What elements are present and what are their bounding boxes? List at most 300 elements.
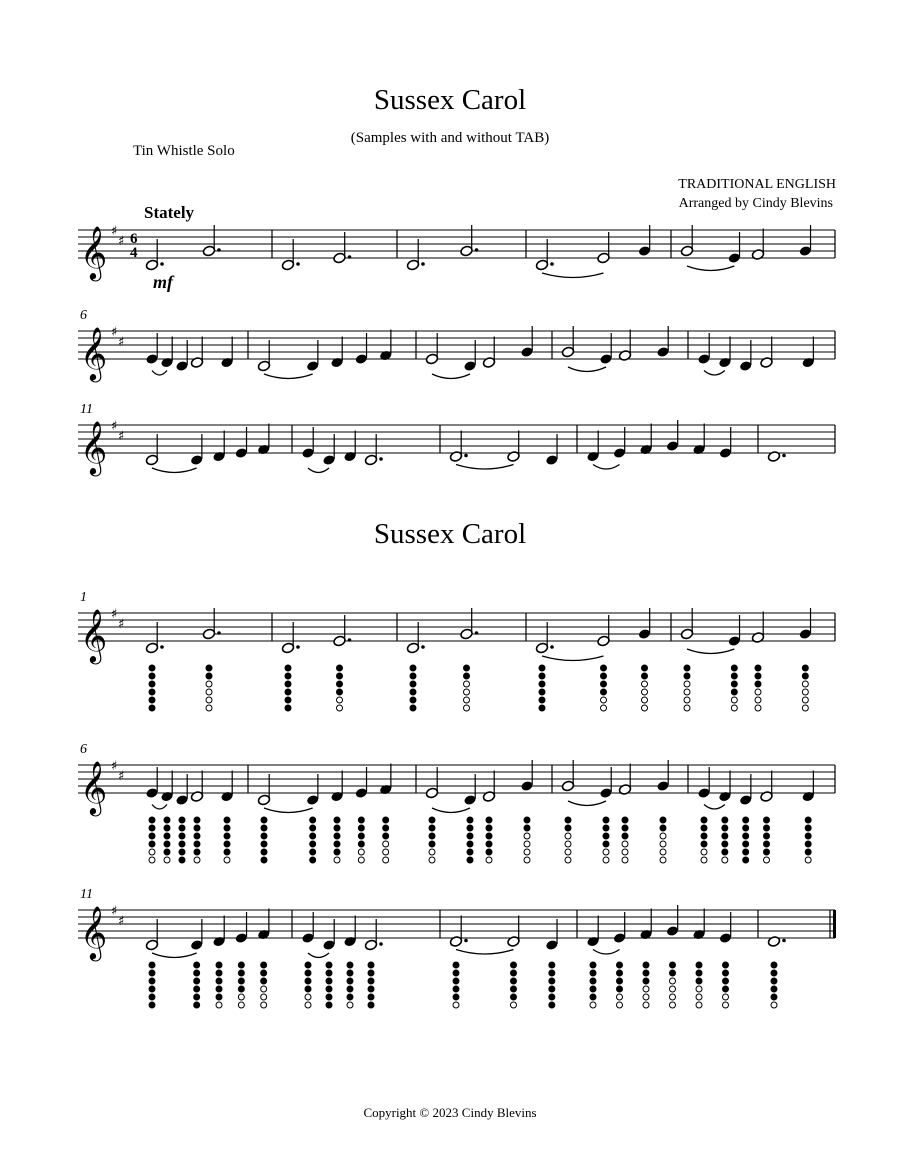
tab-hole: [334, 817, 340, 823]
tab-hole: [383, 833, 389, 839]
tab-hole: [601, 697, 607, 703]
tab-hole: [684, 697, 690, 703]
tab-hole: [216, 978, 222, 984]
tab-hole: [539, 689, 545, 695]
slur: [308, 468, 329, 473]
treble-clef-icon: 𝄞: [80, 225, 108, 279]
tab-hole: [601, 705, 607, 711]
tab-hole: [224, 841, 230, 847]
dot: [348, 255, 352, 259]
tab-hole: [802, 673, 808, 679]
tab-hole: [696, 1002, 702, 1008]
tab-hole: [524, 841, 530, 847]
tab-hole: [238, 986, 244, 992]
tab-hole: [429, 849, 435, 855]
tab-hole: [347, 994, 353, 1000]
tab-hole: [701, 841, 707, 847]
tab-hole: [347, 970, 353, 976]
tab-hole: [285, 697, 291, 703]
tab-hole: [216, 994, 222, 1000]
tab-hole: [410, 689, 416, 695]
slur: [542, 656, 604, 661]
staff-system-3: [78, 402, 835, 476]
tab-hole: [194, 978, 200, 984]
slur: [704, 805, 725, 810]
tab-hole: [261, 833, 267, 839]
tab-hole: [206, 705, 212, 711]
tab-hole: [224, 833, 230, 839]
staff-system-6: [78, 887, 836, 1008]
tab-hole: [701, 825, 707, 831]
slur: [687, 649, 734, 654]
dot: [550, 262, 554, 266]
tab-hole: [802, 697, 808, 703]
tab-hole: [206, 665, 212, 671]
tab-hole: [347, 1002, 353, 1008]
sharp-f-icon: ♯: [111, 759, 118, 774]
tab-hole: [179, 817, 185, 823]
dot: [379, 457, 383, 461]
tab-hole: [464, 673, 470, 679]
tab-hole: [670, 962, 676, 968]
tab-hole: [149, 970, 155, 976]
tab-hole: [224, 849, 230, 855]
tab-hole: [467, 849, 473, 855]
tab-hole: [334, 841, 340, 847]
tab-hole: [149, 689, 155, 695]
tab-hole: [743, 849, 749, 855]
tab-hole: [261, 970, 267, 976]
tab-hole: [453, 978, 459, 984]
tab-hole: [429, 857, 435, 863]
tab-hole: [216, 970, 222, 976]
tab-hole: [453, 1002, 459, 1008]
tab-hole: [464, 665, 470, 671]
treble-clef-icon: 𝄞: [80, 760, 108, 814]
tab-hole: [701, 817, 707, 823]
dot: [782, 939, 786, 943]
slur: [152, 953, 197, 958]
staff-system-5: [78, 742, 835, 863]
treble-clef-icon: 𝄞: [80, 326, 108, 380]
tab-hole: [722, 841, 728, 847]
tab-hole: [326, 970, 332, 976]
tab-hole: [368, 986, 374, 992]
tab-hole: [660, 849, 666, 855]
tab-hole: [701, 833, 707, 839]
tab-hole: [179, 825, 185, 831]
tab-hole: [565, 817, 571, 823]
tab-hole: [164, 817, 170, 823]
tab-hole: [337, 673, 343, 679]
tab-hole: [590, 962, 596, 968]
tab-hole: [467, 841, 473, 847]
tab-hole: [149, 665, 155, 671]
tab-hole: [701, 857, 707, 863]
tab-hole: [524, 825, 530, 831]
tab-hole: [643, 994, 649, 1000]
tab-hole: [549, 978, 555, 984]
tab-hole: [429, 825, 435, 831]
tab-hole: [511, 962, 517, 968]
tab-hole: [617, 994, 623, 1000]
tab-hole: [337, 681, 343, 687]
tab-hole: [622, 833, 628, 839]
tab-hole: [326, 978, 332, 984]
tab-hole: [464, 681, 470, 687]
tab-hole: [285, 673, 291, 679]
measure-number: 1: [80, 590, 87, 605]
sharp-f-icon: ♯: [111, 904, 118, 919]
tab-hole: [486, 817, 492, 823]
tab-hole: [660, 857, 666, 863]
dot: [475, 248, 479, 252]
tab-hole: [486, 841, 492, 847]
tab-hole: [643, 962, 649, 968]
dot: [296, 645, 300, 649]
tab-hole: [216, 1002, 222, 1008]
dot: [464, 939, 468, 943]
tab-hole: [743, 825, 749, 831]
tab-hole: [149, 986, 155, 992]
time-signature-top: 6: [130, 231, 138, 247]
tab-hole: [164, 849, 170, 855]
slur: [542, 273, 604, 278]
tab-hole: [224, 857, 230, 863]
tab-hole: [643, 1002, 649, 1008]
tab-hole: [358, 833, 364, 839]
tab-hole: [179, 841, 185, 847]
tab-hole: [285, 681, 291, 687]
tab-hole: [771, 1002, 777, 1008]
tab-hole: [261, 857, 267, 863]
tab-hole: [722, 857, 728, 863]
tab-hole: [743, 857, 749, 863]
title-bottom: Sussex Carol: [373, 518, 527, 550]
tab-hole: [764, 849, 770, 855]
tab-hole: [305, 978, 311, 984]
tab-hole: [486, 849, 492, 855]
tab-hole: [194, 825, 200, 831]
tab-hole: [805, 833, 811, 839]
tab-hole: [305, 1002, 311, 1008]
tab-hole: [194, 970, 200, 976]
tab-hole: [802, 689, 808, 695]
tab-hole: [565, 857, 571, 863]
tab-hole: [164, 833, 170, 839]
tab-hole: [549, 994, 555, 1000]
staff-system-4: [78, 590, 835, 711]
tab-hole: [622, 849, 628, 855]
tab-hole: [696, 962, 702, 968]
sharp-c-icon: ♯: [118, 234, 125, 249]
tab-hole: [216, 962, 222, 968]
slur: [704, 371, 725, 376]
tab-hole: [696, 970, 702, 976]
tab-hole: [722, 849, 728, 855]
tab-hole: [805, 817, 811, 823]
staff-system-1: [78, 224, 835, 292]
tab-hole: [310, 857, 316, 863]
tab-hole: [802, 705, 808, 711]
tab-hole: [149, 825, 155, 831]
tab-hole: [755, 673, 761, 679]
tab-hole: [224, 825, 230, 831]
tab-hole: [723, 970, 729, 976]
tab-hole: [194, 857, 200, 863]
dot: [348, 638, 352, 642]
slur: [308, 953, 329, 958]
tab-hole: [347, 986, 353, 992]
tab-hole: [305, 994, 311, 1000]
tab-hole: [467, 833, 473, 839]
final-bar-line: [833, 910, 836, 938]
tab-hole: [764, 841, 770, 847]
tab-hole: [731, 689, 737, 695]
tab-hole: [149, 697, 155, 703]
tab-hole: [802, 681, 808, 687]
tab-hole: [149, 673, 155, 679]
tab-hole: [238, 962, 244, 968]
tab-hole: [524, 833, 530, 839]
tab-hole: [383, 857, 389, 863]
tab-hole: [601, 673, 607, 679]
staff-system-2: [78, 308, 835, 382]
tab-hole: [285, 689, 291, 695]
tab-hole: [601, 665, 607, 671]
tab-hole: [305, 970, 311, 976]
tempo-marking: Stately: [144, 203, 195, 222]
tab-hole: [660, 841, 666, 847]
tab-hole: [601, 689, 607, 695]
tab-hole: [696, 986, 702, 992]
tab-hole: [617, 978, 623, 984]
tab-hole: [149, 817, 155, 823]
slur: [432, 808, 470, 813]
copyright: Copyright © 2023 Cindy Blevins: [363, 1105, 537, 1120]
tab-hole: [194, 833, 200, 839]
title-top: Sussex Carol: [373, 84, 527, 116]
tab-hole: [410, 673, 416, 679]
tab-hole: [383, 849, 389, 855]
tab-hole: [731, 665, 737, 671]
tab-hole: [216, 986, 222, 992]
tab-hole: [755, 665, 761, 671]
dot: [217, 248, 221, 252]
tab-hole: [511, 970, 517, 976]
slur: [152, 371, 167, 376]
slur: [432, 374, 470, 379]
tab-hole: [347, 962, 353, 968]
tab-hole: [643, 970, 649, 976]
tab-hole: [310, 833, 316, 839]
tab-hole: [358, 841, 364, 847]
tab-hole: [642, 705, 648, 711]
composer-label: TRADITIONAL ENGLISH: [678, 177, 836, 192]
tab-hole: [684, 681, 690, 687]
tab-hole: [467, 825, 473, 831]
dot: [160, 645, 164, 649]
tab-hole: [261, 962, 267, 968]
tab-hole: [670, 978, 676, 984]
dynamic-marking: mf: [153, 272, 173, 292]
subtitle: (Samples with and without TAB): [350, 130, 550, 146]
slur: [456, 950, 514, 955]
tab-hole: [601, 681, 607, 687]
tab-hole: [310, 825, 316, 831]
dot: [421, 262, 425, 266]
tab-hole: [524, 857, 530, 863]
slur: [568, 801, 606, 806]
tab-hole: [684, 705, 690, 711]
tab-hole: [326, 962, 332, 968]
tab-hole: [660, 833, 666, 839]
slur: [152, 805, 167, 810]
tab-hole: [696, 978, 702, 984]
tab-hole: [723, 978, 729, 984]
tab-hole: [771, 962, 777, 968]
tab-hole: [590, 970, 596, 976]
tab-hole: [622, 825, 628, 831]
tab-hole: [565, 833, 571, 839]
tab-hole: [368, 962, 374, 968]
tab-hole: [206, 697, 212, 703]
tab-hole: [149, 857, 155, 863]
tab-hole: [310, 817, 316, 823]
tab-hole: [731, 673, 737, 679]
tab-hole: [565, 825, 571, 831]
tab-hole: [743, 817, 749, 823]
tab-hole: [285, 705, 291, 711]
tab-hole: [805, 849, 811, 855]
slur: [593, 950, 620, 955]
tab-hole: [565, 841, 571, 847]
tab-hole: [179, 857, 185, 863]
measure-number: 11: [80, 402, 93, 417]
tab-hole: [723, 962, 729, 968]
tab-hole: [326, 1002, 332, 1008]
tab-hole: [453, 970, 459, 976]
tab-hole: [771, 986, 777, 992]
tab-hole: [755, 705, 761, 711]
dot: [550, 645, 554, 649]
tab-hole: [771, 994, 777, 1000]
tab-hole: [805, 857, 811, 863]
tab-hole: [805, 825, 811, 831]
tab-hole: [486, 833, 492, 839]
tab-hole: [164, 857, 170, 863]
tab-hole: [617, 970, 623, 976]
tab-hole: [149, 681, 155, 687]
treble-clef-icon: 𝄞: [80, 905, 108, 959]
tab-hole: [643, 978, 649, 984]
tab-hole: [453, 986, 459, 992]
tab-hole: [642, 697, 648, 703]
tab-hole: [684, 665, 690, 671]
dot: [475, 631, 479, 635]
tab-hole: [164, 825, 170, 831]
tab-hole: [642, 673, 648, 679]
sharp-f-icon: ♯: [111, 224, 118, 239]
tab-hole: [337, 697, 343, 703]
tab-hole: [590, 986, 596, 992]
tab-hole: [326, 994, 332, 1000]
tab-hole: [310, 849, 316, 855]
tab-hole: [771, 970, 777, 976]
tab-hole: [696, 994, 702, 1000]
tab-hole: [617, 986, 623, 992]
tab-hole: [149, 833, 155, 839]
sharp-f-icon: ♯: [111, 419, 118, 434]
tab-hole: [622, 817, 628, 823]
dot: [296, 262, 300, 266]
tab-hole: [358, 849, 364, 855]
dot: [160, 262, 164, 266]
tab-hole: [410, 665, 416, 671]
tab-hole: [368, 994, 374, 1000]
tab-hole: [771, 978, 777, 984]
tab-hole: [603, 841, 609, 847]
slur: [152, 468, 197, 473]
tab-hole: [410, 705, 416, 711]
tab-hole: [549, 970, 555, 976]
tab-hole: [622, 841, 628, 847]
slur: [264, 808, 313, 813]
note-head: [767, 451, 780, 463]
tab-hole: [429, 833, 435, 839]
tab-hole: [149, 994, 155, 1000]
tab-hole: [261, 994, 267, 1000]
tab-hole: [464, 705, 470, 711]
tab-hole: [524, 817, 530, 823]
dot: [421, 645, 425, 649]
tab-hole: [194, 962, 200, 968]
tab-hole: [467, 817, 473, 823]
tab-hole: [743, 841, 749, 847]
slur: [264, 374, 313, 379]
tab-hole: [642, 681, 648, 687]
tab-hole: [238, 1002, 244, 1008]
tab-hole: [764, 833, 770, 839]
tab-hole: [731, 705, 737, 711]
tab-hole: [238, 970, 244, 976]
sharp-f-icon: ♯: [111, 325, 118, 340]
tab-hole: [511, 1002, 517, 1008]
tab-hole: [755, 681, 761, 687]
tab-hole: [764, 857, 770, 863]
tab-hole: [410, 697, 416, 703]
tab-hole: [358, 857, 364, 863]
tab-hole: [179, 849, 185, 855]
tab-hole: [305, 962, 311, 968]
time-signature-bottom: 4: [130, 245, 138, 261]
tab-hole: [590, 994, 596, 1000]
tab-hole: [337, 689, 343, 695]
slur: [687, 266, 734, 271]
tab-hole: [539, 697, 545, 703]
tab-hole: [802, 665, 808, 671]
tab-hole: [486, 825, 492, 831]
tab-hole: [179, 833, 185, 839]
tab-hole: [511, 978, 517, 984]
tab-hole: [149, 705, 155, 711]
arranger-label: Arranged by Cindy Blevins: [678, 196, 833, 211]
sharp-c-icon: ♯: [118, 769, 125, 784]
tab-hole: [549, 962, 555, 968]
tab-hole: [722, 817, 728, 823]
tab-hole: [670, 986, 676, 992]
tab-hole: [670, 1002, 676, 1008]
